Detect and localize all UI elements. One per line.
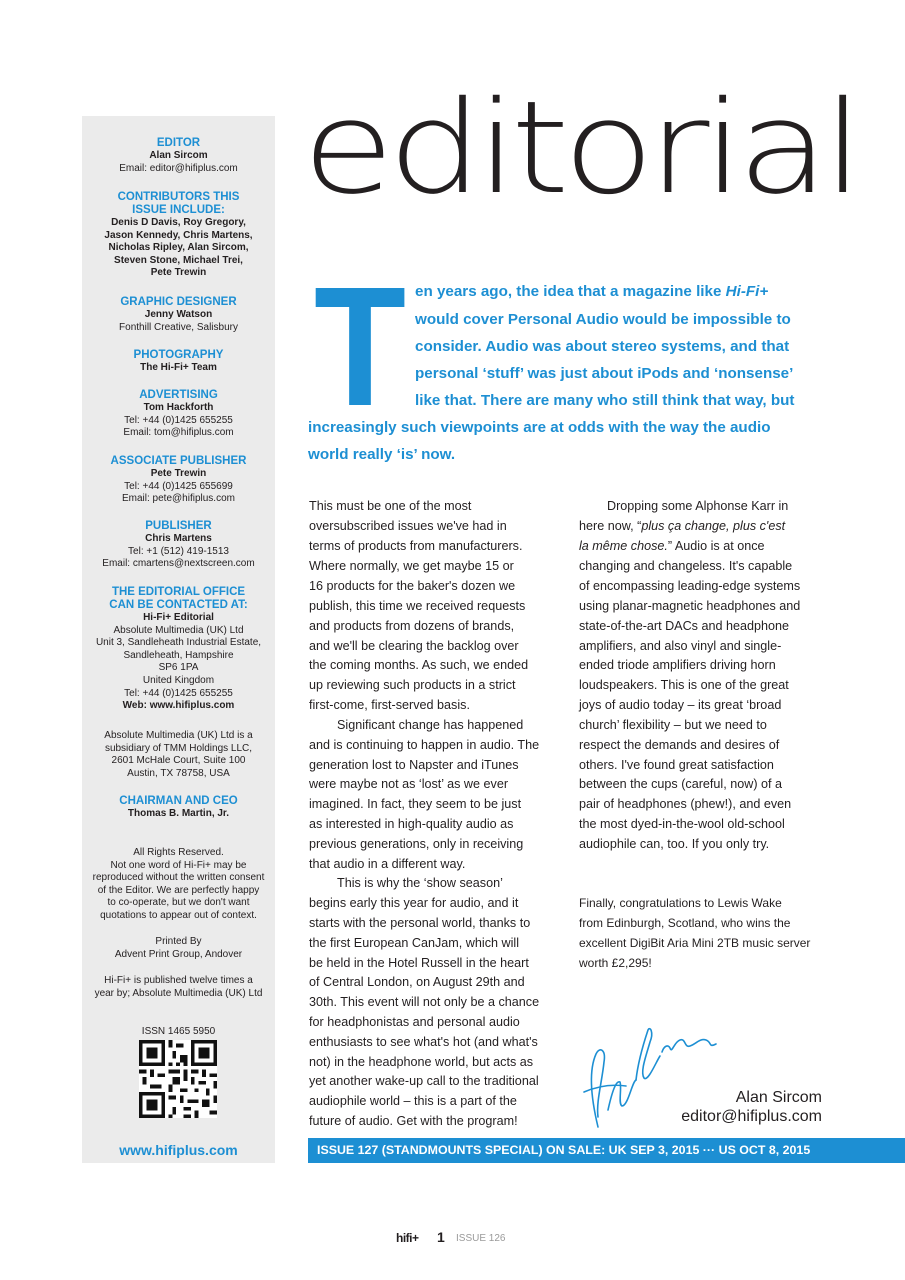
published-section	[82, 975, 275, 1000]
contributors-heading: CONTRIBUTORS THIS	[117, 191, 240, 203]
office-heading: CAN BE CONTACTED AT:	[109, 599, 248, 611]
office-line: Absolute Multimedia (UK) Ltd	[113, 624, 244, 636]
body-line: loudspeakers. This is one of the great	[579, 678, 789, 692]
publisher-email[interactable]: Email: cmartens@nextscreen.com	[102, 558, 255, 570]
publisher-heading: PUBLISHER	[145, 520, 212, 532]
contributors-section	[82, 191, 275, 280]
office-line: United Kingdom	[142, 674, 215, 686]
chairman-name: Thomas B. Martin, Jr.	[127, 808, 230, 819]
graphic-designer-name: Jenny Watson	[144, 309, 213, 320]
contributors-line: Jason Kennedy, Chris Martens,	[104, 229, 253, 241]
body-line	[579, 519, 785, 533]
body-line: imagined. In fact, they seem to be just	[309, 797, 522, 811]
published-line: Hi-Fi+ is published twelve times a	[104, 975, 253, 986]
subsidiary-line: Austin, TX 78758, USA	[127, 767, 230, 779]
issn-number: ISSN 1465 5950	[141, 1026, 216, 1037]
intro-line: would cover Personal Audio would be impossible to	[415, 311, 791, 328]
chairman-section	[82, 795, 275, 821]
body-line: using planar-magnetic headphones and	[579, 599, 801, 613]
body-line: This must be one of the most	[309, 499, 472, 513]
body-line: publish, this time we received requests	[309, 599, 526, 613]
page-footer	[396, 1230, 536, 1246]
body-line: first-come, first-served basis.	[309, 698, 470, 712]
advertising-name: Tom Hackforth	[143, 402, 214, 413]
body-line: were maybe not as ‘lost’ as we ever	[309, 777, 509, 791]
associate-publisher-heading: ASSOCIATE PUBLISHER	[110, 455, 247, 467]
body-text: ” Audio is at once	[667, 539, 765, 553]
body-line: not) in the headphone world, but acts as	[309, 1055, 534, 1069]
advertising-section	[82, 389, 275, 440]
body-line: the most dyed-in-the-wool old-school	[579, 817, 785, 831]
publisher-name: Chris Martens	[145, 533, 212, 544]
body-line: changing and changeless. It's capable	[579, 559, 793, 573]
associate-publisher-email[interactable]: Email: pete@hifiplus.com	[122, 493, 235, 505]
contributors-heading: ISSUE INCLUDE:	[132, 204, 225, 216]
photography-heading: PHOTOGRAPHY	[133, 349, 224, 361]
page-title-text: editorial	[302, 74, 857, 223]
office-section	[82, 586, 275, 713]
website-link[interactable]: www.hifiplus.com	[119, 1142, 238, 1158]
page-title	[300, 74, 860, 230]
office-website[interactable]: Web: www.hifiplus.com	[122, 700, 235, 712]
body-line: church’ flexibility – but we need to	[579, 718, 767, 732]
body-line	[579, 539, 765, 553]
graphic-designer-heading: GRAPHIC DESIGNER	[120, 296, 237, 308]
next-issue-text: ISSUE 127 (STANDMOUNTS SPECIAL) ON SALE: UK SEP 3, 2015 ··· US OCT 8, 2015	[317, 1143, 811, 1157]
associate-publisher-phone: Tel: +44 (0)1425 655699	[124, 480, 233, 492]
body-line: and we'll be clearing the backlog over	[309, 639, 519, 653]
contributors-line: Denis D Davis, Roy Gregory,	[111, 217, 246, 228]
rights-line: of the Editor. We are perfectly happy	[97, 884, 260, 896]
office-line: Tel: +44 (0)1425 655255	[124, 687, 233, 699]
body-line: Significant change has happened	[337, 718, 524, 732]
office-line: Unit 3, Sandleheath Industrial Estate,	[95, 637, 262, 649]
rights-section	[82, 847, 275, 923]
body-line: be held in the Hotel Russell in the heart	[309, 956, 529, 970]
intro-magazine-name: Hi-Fi+	[725, 283, 769, 300]
body-line: This is why the ‘show season’	[337, 876, 503, 890]
body-line: for headphonistas and personal audio	[309, 1015, 520, 1029]
editor-name: Alan Sircom	[149, 150, 208, 161]
signature-name: Alan Sircom	[735, 1089, 822, 1106]
body-line: and products from dozens of brands,	[309, 619, 515, 633]
intro-line: world really ‘is’ now.	[308, 446, 456, 463]
office-heading: THE EDITORIAL OFFICE	[111, 586, 246, 598]
body-line: generation lost to Napster and iTunes	[309, 758, 519, 772]
next-issue-banner	[308, 1138, 905, 1163]
congratulations-line: excellent DigiBit Aria Mini 2TB music server	[579, 936, 811, 950]
body-line: yet another wake-up call to the traditional	[309, 1074, 539, 1088]
subsidiary-line: Absolute Multimedia (UK) Ltd is a	[104, 730, 253, 741]
office-line: SP6 1PA	[158, 662, 199, 674]
body-line: pair of headphones (phew!), and even	[579, 797, 792, 811]
intro-line	[415, 283, 768, 300]
office-line: Sandleheath, Hampshire	[123, 649, 234, 661]
body-line: ended triode amplifiers driving horn	[579, 658, 776, 672]
rights-line: reproduced without the written consent	[92, 872, 265, 884]
body-line: Dropping some Alphonse Karr in	[607, 499, 789, 513]
associate-publisher-section	[82, 455, 275, 506]
issn-section	[82, 1026, 275, 1039]
body-line: respect the demands and desires of	[579, 738, 780, 752]
drop-cap	[314, 252, 406, 442]
body-line: and is continuing to happen in audio. The	[309, 738, 540, 752]
printed-line: Printed By	[155, 936, 202, 947]
printed-section	[82, 936, 275, 961]
graphic-designer-section	[82, 296, 275, 334]
body-line: future of audio. Get with the program!	[309, 1114, 518, 1128]
contributors-line: Nicholas Ripley, Alan Sircom,	[108, 242, 249, 254]
subsidiary-line: subsidiary of TMM Holdings LLC,	[104, 742, 253, 754]
advertising-phone: Tel: +44 (0)1425 655255	[124, 414, 233, 426]
signature-email[interactable]: editor@hifiplus.com	[681, 1108, 822, 1125]
intro-line: consider. Audio was about stereo systems, and that	[415, 338, 790, 355]
subsidiary-section	[82, 730, 275, 780]
body-quote: plus ça change, plus c'est	[641, 519, 786, 533]
body-line: state-of-the-art DACs and headphone	[579, 619, 790, 633]
body-line: others. I've found great satisfaction	[579, 758, 774, 772]
body-line: the first European CanJam, which will	[309, 936, 519, 950]
page-number: 1	[437, 1229, 445, 1245]
congratulations-line: Finally, congratulations to Lewis Wake	[579, 896, 782, 910]
body-line: that audio in a different way.	[309, 857, 466, 871]
qr-code-icon	[139, 1040, 217, 1118]
body-line: audiophile can, too. If you only try.	[579, 837, 770, 851]
body-text: here now, “	[579, 519, 642, 533]
intro-line: like that. There are many who still think that way, but	[415, 392, 795, 409]
body-line: the coming months. As such, we ended	[309, 658, 529, 672]
body-quote: la même chose.	[579, 539, 668, 553]
chairman-heading: CHAIRMAN AND CEO	[119, 795, 238, 807]
body-line: begins early this year for audio, and it	[309, 896, 519, 910]
publisher-phone: Tel: +1 (512) 419-1513	[128, 545, 229, 557]
editor-section	[82, 137, 275, 175]
advertising-heading: ADVERTISING	[139, 389, 218, 401]
photography-section	[82, 349, 275, 375]
intro-text: en years ago, the idea that a magazine like	[415, 283, 726, 300]
congratulations-line: worth £2,295!	[579, 956, 652, 970]
office-line: Hi-Fi+ Editorial	[143, 612, 214, 623]
body-line: as interested in high-quality audio as	[309, 817, 514, 831]
body-line: Where normally, we get maybe 15 or	[309, 559, 514, 573]
intro-line: increasingly such viewpoints are at odds with the way the audio	[308, 419, 771, 436]
graphic-designer-company: Fonthill Creative, Salisbury	[119, 321, 238, 333]
body-line: oversubscribed issues we've had in	[309, 519, 507, 533]
subsidiary-line: 2601 McHale Court, Suite 100	[111, 755, 246, 767]
issue-number: ISSUE 126	[456, 1233, 506, 1244]
body-line: joys of audio today – its great ‘broad	[579, 698, 782, 712]
body-line: of Central London, on August 29th and	[309, 975, 525, 989]
hifi-plus-logo: hifi+	[396, 1231, 419, 1245]
rights-line: to co-operate, but we don't want	[107, 897, 250, 909]
editor-email[interactable]: Email: editor@hifiplus.com	[119, 162, 238, 174]
body-line: 16 products for the baker's dozen we	[309, 579, 516, 593]
body-line: previous generations, only in receiving	[309, 837, 524, 851]
body-line: starts with the personal world, thanks to	[309, 916, 531, 930]
intro-line: personal ‘stuff’ was just about iPods and ‘nonsense’	[415, 365, 794, 382]
contributors-line: Pete Trewin	[150, 267, 207, 279]
body-line: audiophile world – this is a part of the	[309, 1094, 517, 1108]
body-line: 30th. This event will not only be a chance	[309, 995, 540, 1009]
advertising-email[interactable]: Email: tom@hifiplus.com	[123, 427, 234, 439]
body-line: of encompassing leading-edge systems	[579, 579, 801, 593]
rights-line: All Rights Reserved.	[133, 847, 224, 858]
contributors-line: Steven Stone, Michael Trei,	[114, 254, 243, 266]
congratulations-line: from Edinburgh, Scotland, who wins the	[579, 916, 791, 930]
publisher-section	[82, 520, 275, 571]
body-line: terms of products from manufacturers.	[309, 539, 523, 553]
rights-line: quotations to appear out of context.	[100, 909, 257, 921]
photography-name: The Hi-Fi+ Team	[140, 362, 217, 373]
masthead-sidebar	[82, 116, 275, 1163]
editor-heading: EDITOR	[156, 137, 201, 149]
rights-line: Not one word of Hi-Fi+ may be	[110, 859, 247, 871]
printed-line: Advent Print Group, Andover	[114, 948, 243, 960]
body-line: between the cups (careful, now) of a	[579, 777, 783, 791]
body-line: up reviewing such products in a strict	[309, 678, 516, 692]
published-line: year by; Absolute Multimedia (UK) Ltd	[94, 987, 263, 999]
body-line: enthusiasts to see what's hot (and what's	[309, 1035, 538, 1049]
body-line: amplifiers, and also vinyl and single-	[579, 639, 782, 653]
associate-publisher-name: Pete Trewin	[150, 468, 207, 479]
drop-cap-letter: T	[314, 252, 406, 442]
